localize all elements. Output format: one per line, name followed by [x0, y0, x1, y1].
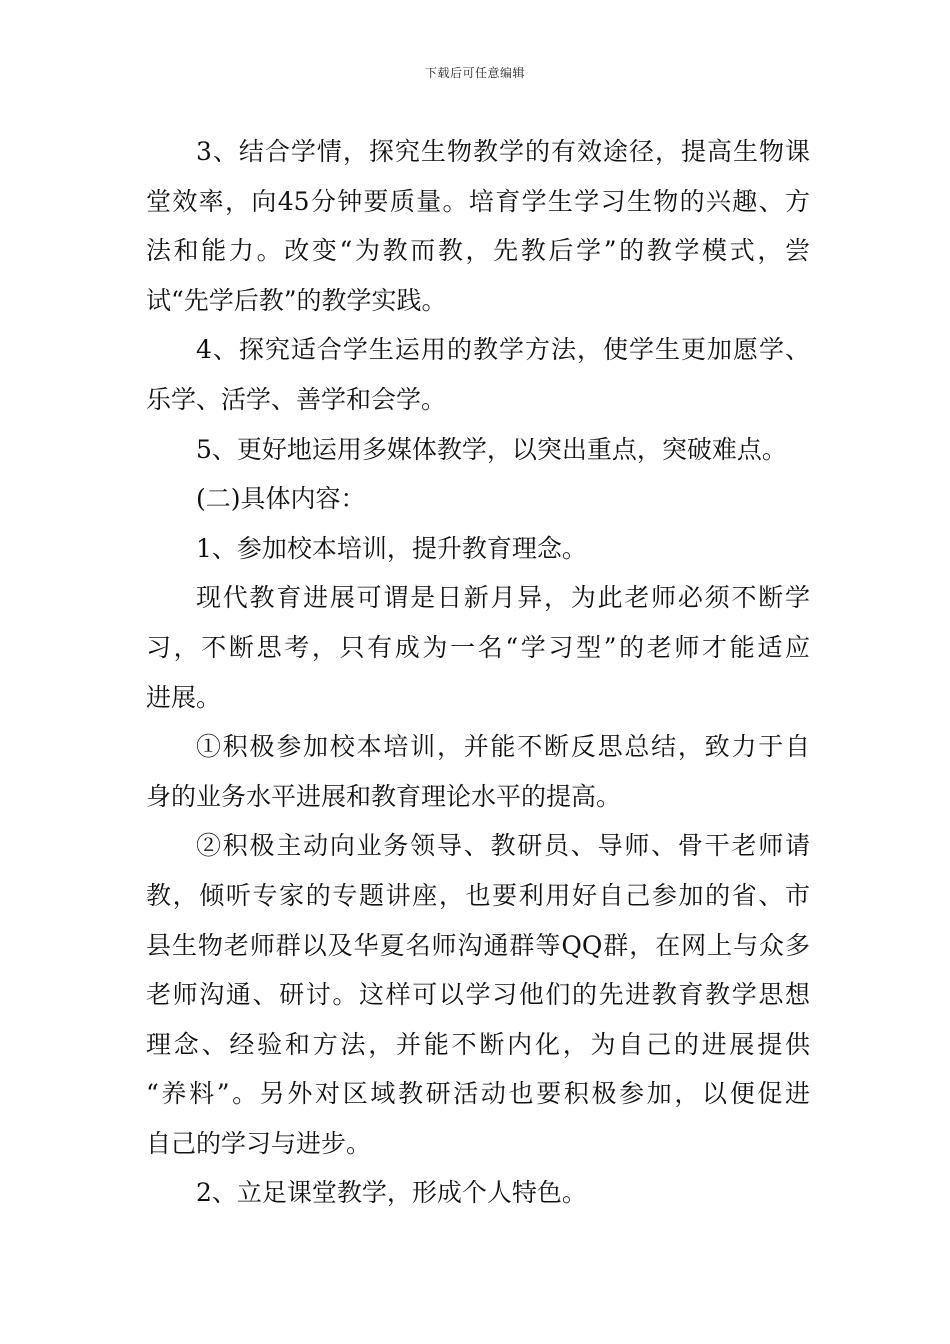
paragraph — [146, 325, 810, 424]
text-line: 教，倾听专家的专题讲座，也要利用好自己参加的省、市 — [146, 880, 810, 910]
text-line: 老师沟通、研讨。这样可以学习他们的先进教育教学思想 — [146, 980, 810, 1010]
text-line: ②积极主动向业务领导、教研员、导师、骨干老师请 — [196, 831, 810, 861]
text-line: 2、立足课堂教学，形成个人特色。 — [196, 1178, 587, 1208]
text-line: 3、结合学情，探究生物教学的有效途径，提高生物课 — [196, 137, 810, 166]
paragraph — [146, 474, 810, 524]
paragraph — [146, 722, 810, 821]
text-line: 4、探究适合学生运用的教学方法，使学生更加愿学、 — [196, 335, 810, 365]
paragraph — [146, 524, 810, 574]
text-line: 理念、经验和方法，并能不断内化，为自己的进展提供 — [146, 1029, 810, 1059]
text-line: 1、参加校本培训，提升教育理念。 — [196, 533, 587, 563]
paragraph — [146, 127, 810, 325]
page-header: 下载后可任意编辑 — [424, 66, 525, 80]
text-line: “养料”。另外对区域教研活动也要积极参加，以便促进 — [146, 1079, 810, 1109]
text-line: (二)具体内容： — [196, 484, 366, 514]
text-line: 自己的学习与进步。 — [146, 1128, 372, 1158]
text-line: 县生物老师群以及华夏名师沟通群等QQ群，在网上与众多 — [146, 930, 810, 960]
text-line: ①积极参加校本培训，并能不断反思总结，致力于自 — [196, 732, 810, 762]
text-line: 法和能力。改变“为教而教，先教后学”的教学模式，尝 — [146, 236, 810, 266]
text-line: 乐学、活学、善学和会学。 — [146, 384, 447, 414]
paragraph — [146, 573, 810, 722]
document-body — [146, 127, 810, 1218]
paragraph — [146, 821, 810, 1168]
text-line: 5、更好地运用多媒体教学，以突出重点，突破难点。 — [196, 434, 787, 464]
text-line: 现代教育进展可谓是日新月异，为此老师必须不断学 — [196, 583, 810, 613]
text-line: 习，不断思考，只有成为一名“学习型”的老师才能适应 — [146, 632, 810, 662]
text-line: 进展。 — [146, 682, 222, 712]
text-line: 身的业务水平进展和教育理论水平的提高。 — [146, 781, 622, 811]
paragraph — [146, 1168, 810, 1218]
text-line: 堂效率，向45分钟要质量。培育学生学习生物的兴趣、方 — [146, 186, 810, 216]
paragraph — [146, 425, 810, 475]
text-line: 试“先学后教”的教学实践。 — [146, 285, 447, 315]
